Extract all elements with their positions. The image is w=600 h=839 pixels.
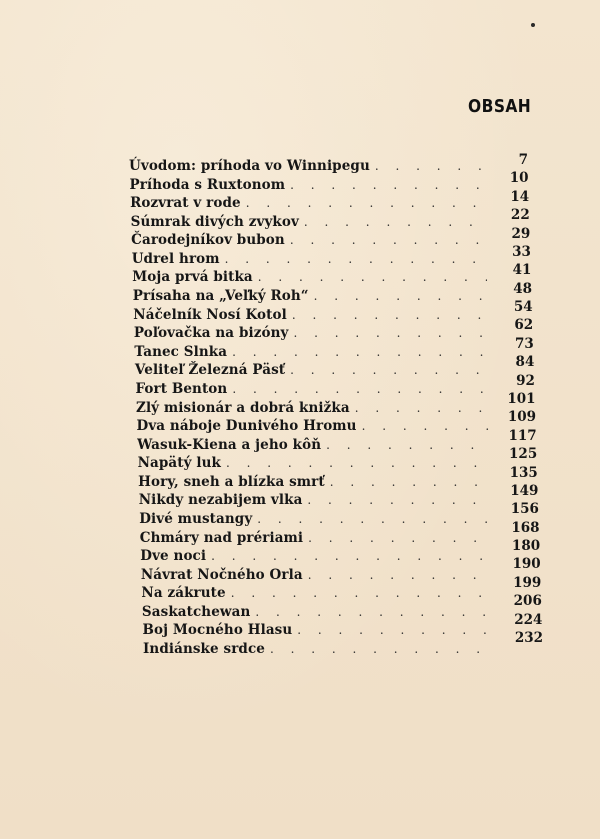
- toc-entry-title: Rozvrat v rode: [130, 195, 241, 212]
- toc-page-number: 125: [509, 446, 538, 463]
- toc-page-number: 92: [516, 372, 535, 389]
- toc-entry: [132, 251, 487, 269]
- toc-entry: [142, 604, 494, 622]
- toc-entry-title: Tanec Slnka: [134, 343, 228, 360]
- toc-entry-title: Indiánske srdce: [143, 641, 265, 657]
- dot-leader: [304, 215, 486, 229]
- dot-leader: [326, 438, 491, 452]
- dot-leader: [225, 252, 487, 266]
- dot-leader: [308, 531, 493, 545]
- toc-entry: [130, 177, 486, 195]
- toc-entry: [131, 214, 487, 232]
- toc-entry-title: Náčelník Nosí Kotol: [133, 306, 287, 323]
- dot-leader: [375, 159, 485, 173]
- toc-entry: [135, 362, 489, 380]
- toc-entry-title: Príhoda s Ruxtonom: [129, 176, 286, 193]
- toc-entry-title: Poľovačka na bizóny: [133, 325, 289, 342]
- dot-leader: [293, 326, 488, 340]
- page-title: OBSAH: [468, 96, 532, 117]
- toc-page-number: 10: [509, 170, 529, 187]
- toc-page-number: 22: [510, 207, 530, 224]
- toc-page-number: 14: [510, 188, 530, 205]
- dot-leader: [226, 456, 491, 470]
- toc-entry-title: Wasuk-Kiena a jeho kôň: [137, 436, 322, 453]
- toc-page-number: 149: [510, 482, 539, 499]
- toc-entry-title: Nikdy nezabijem vlka: [138, 492, 303, 509]
- dot-leader: [258, 270, 488, 284]
- toc-entry-title: Súmrak divých zvykov: [130, 213, 299, 230]
- toc-entry-title: Úvodom: príhoda vo Winnipegu: [129, 158, 370, 174]
- toc-page-number: 199: [513, 574, 542, 591]
- toc-entry: [141, 567, 494, 585]
- dot-leader: [297, 623, 494, 637]
- toc-page-number: 84: [515, 354, 535, 371]
- dot-leader: [211, 549, 493, 563]
- dot-leader: [270, 642, 495, 656]
- toc-entry-title: Fort Benton: [135, 380, 228, 397]
- dot-leader: [246, 196, 486, 210]
- toc-entry-title: Zlý misionár a dobrá knižka: [136, 399, 350, 416]
- toc-page-number: 54: [513, 299, 533, 316]
- toc-page-number: 48: [513, 280, 533, 297]
- dot-leader: [290, 178, 485, 192]
- toc-page-number: 232: [514, 630, 543, 646]
- toc-entry-title: Saskatchewan: [141, 603, 251, 620]
- toc-entry-title: Divé mustangy: [139, 510, 253, 527]
- toc-entry: [131, 232, 486, 250]
- toc-entry: [139, 511, 492, 529]
- toc-entry-title: Prísaha na „Veľký Roh“: [132, 288, 309, 305]
- toc-entry-title: Udrel hrom: [131, 250, 220, 267]
- toc-page-number: 109: [507, 409, 537, 426]
- toc-page-number: 180: [511, 538, 541, 555]
- toc-page-number: 135: [509, 464, 538, 481]
- toc-entry: [140, 548, 493, 566]
- toc-page-number: 156: [510, 501, 539, 518]
- toc-entry: [141, 585, 493, 603]
- toc-page-number: 190: [512, 556, 541, 573]
- toc-entry: [137, 418, 491, 436]
- toc-entry: [134, 344, 488, 362]
- toc-entry: [139, 492, 492, 510]
- toc-page-number: 168: [511, 519, 540, 536]
- toc-page-number: 29: [511, 225, 531, 242]
- toc-page-number: 101: [507, 391, 536, 407]
- toc-entry-title: Hory, sneh a blízka smrť: [138, 473, 325, 490]
- toc-entry-title: Návrat Nočného Orla: [140, 566, 303, 583]
- toc-entry: [136, 400, 490, 418]
- toc-entry: [143, 641, 495, 659]
- toc-entry: [129, 158, 485, 176]
- toc-entry-title: Napätý luk: [137, 455, 221, 472]
- toc-entry-title: Na zákrute: [141, 585, 226, 602]
- dot-leader: [290, 233, 487, 247]
- toc-entry: [133, 288, 488, 306]
- toc-entry-title: Chmáry nad prériami: [139, 529, 304, 546]
- toc-entry-title: Veliteľ Železná Päsť: [134, 362, 286, 379]
- toc-page-number: 73: [514, 335, 534, 352]
- toc-entry: [130, 195, 486, 213]
- dot-leader: [330, 475, 492, 489]
- dot-leader: [362, 419, 491, 433]
- dot-leader: [355, 401, 490, 415]
- toc-entry: [138, 455, 492, 473]
- dot-leader: [307, 493, 491, 507]
- toc-entry-title: Dve noci: [140, 548, 207, 565]
- toc-entry: [137, 437, 491, 455]
- dot-leader: [232, 382, 489, 396]
- toc-entry-title: Čarodejníkov bubon: [131, 232, 285, 249]
- toc-page-number: 224: [514, 611, 543, 628]
- toc-page-number: 206: [513, 593, 542, 610]
- toc-page-number: 62: [514, 317, 534, 334]
- dot-leader: [290, 363, 489, 377]
- toc-entry-title: Boj Mocného Hlasu: [142, 622, 293, 639]
- toc-entry-title: Dva náboje Dunivého Hromu: [136, 418, 357, 435]
- toc-entry: [140, 530, 493, 548]
- toc-entry: [132, 269, 487, 287]
- dot-leader: [231, 586, 494, 600]
- toc-page-number: 117: [508, 427, 537, 444]
- toc-page-number: 41: [512, 262, 532, 279]
- toc-entry: [142, 622, 494, 640]
- toc-entry: [135, 381, 489, 399]
- toc-entry: [134, 325, 489, 343]
- dot-leader: [255, 605, 494, 619]
- toc-entry: [138, 474, 491, 492]
- dot-leader: [292, 308, 488, 322]
- toc-page-number: 33: [512, 243, 531, 260]
- dot-leader: [232, 345, 489, 359]
- toc-entry-title: Moja prvá bitka: [132, 269, 253, 286]
- toc-entry: [133, 307, 488, 325]
- dot-leader: [257, 512, 492, 526]
- dot-leader: [314, 289, 488, 303]
- dot-leader: [308, 568, 494, 582]
- toc-page-number: 7: [518, 152, 528, 168]
